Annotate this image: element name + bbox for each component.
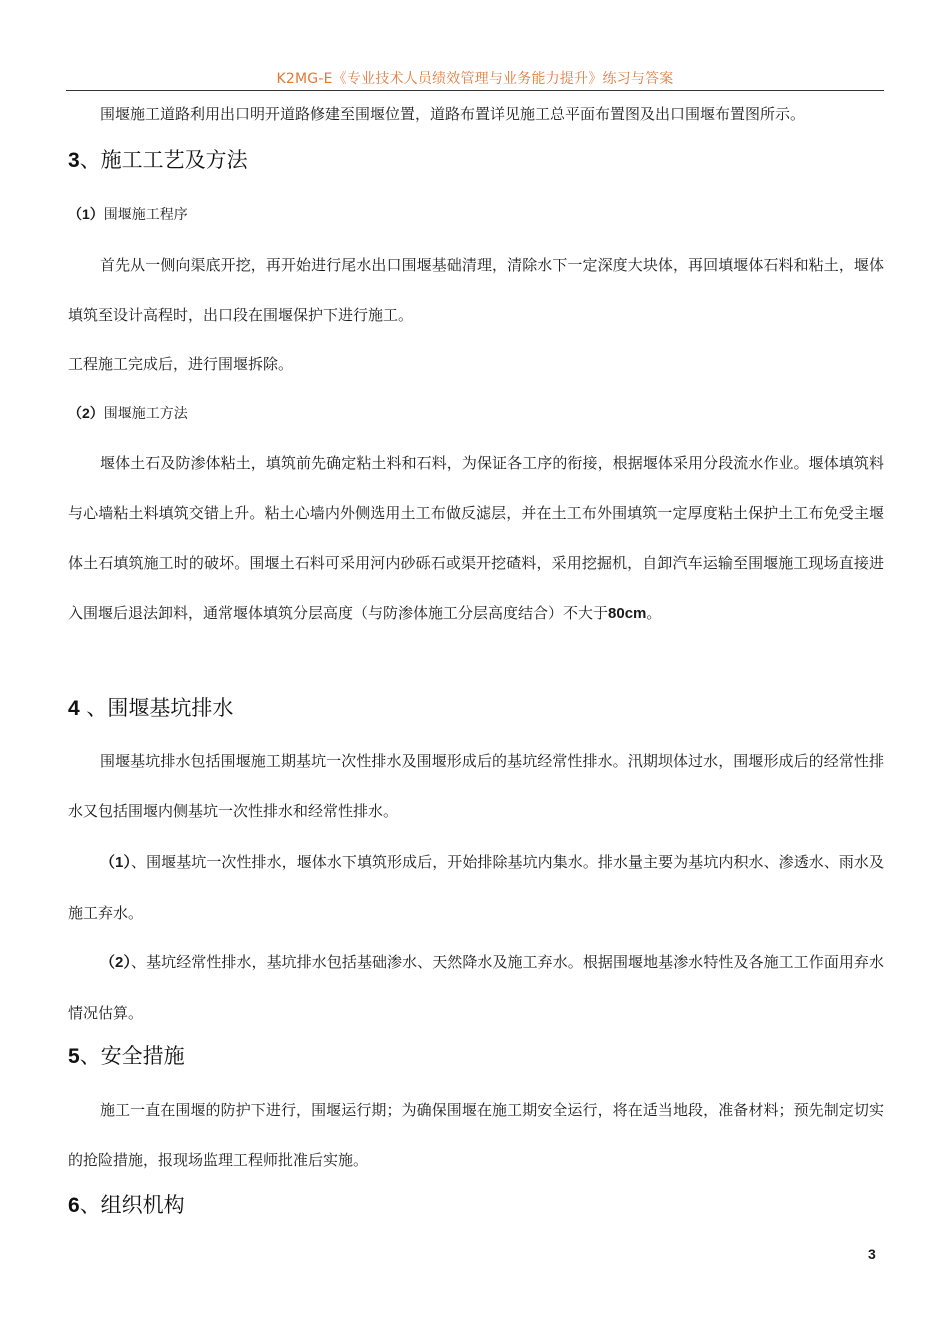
section-3-heading: [68, 145, 248, 176]
section-3-paragraph-1: 首先从一侧向渠底开挖，再开始进行尾水出口围堰基础清理，清除水下一定深度大块体，再回填堰体石料和粘土，堰体填筑至设计高程时，出口段在围堰保护下进行施工。: [68, 256, 884, 324]
section-4-title: 、围堰基坑排水: [79, 696, 234, 720]
sub-1-number: （1）: [68, 206, 104, 222]
item-2-number: （2）: [100, 954, 132, 971]
section-4-paragraph-1: 围堰基坑排水包括围堰施工期基坑一次性排水及围堰形成后的基坑经常性排水。汛期坝体过水，围堰形成后的经常性排水又包括围堰内侧基坑一次性排水和经常性排水。: [68, 752, 884, 820]
item-2-text: 、基坑经常性排水，基坑排水包括基础渗水、天然降水及施工弃水。根据围堰地基渗水特性及各施工工作面用弃水情况估算。: [68, 953, 884, 1022]
section-4-heading: [68, 693, 233, 724]
section-3-paragraph-2: 工程施工完成后，进行围堰拆除。: [68, 355, 294, 373]
paragraph-3-value: 80cm: [608, 605, 647, 622]
section-4-number: 4: [68, 697, 80, 720]
section-5-paragraph-1: 施工一直在围堰的防护下进行，围堰运行期；为确保围堰在施工期安全运行，将在适当地段，准备材料；预先制定切实的抢险措施，报现场监理工程师批准后实施。: [68, 1101, 884, 1169]
paragraph-3-text: 堰体土石及防渗体粘土，填筑前先确定粘土料和石料，为保证各工序的衔接，根据堰体采用分段流水作业。堰体填筑料与心墙粘土料填筑交错上升。粘土心墙内外侧选用土工布做反滤层，并在土工布外围填筑一定厚度粘土保护土工布免受主堰体土石填筑施工时的破坏。围堰土石料可采用河内砂砾石或渠开挖碴料，采用挖掘机，自卸汽车运输至围堰施工现场直接进入围堰后退法卸料，通常堰体填筑分层高度（与防渗体施工分层高度结合）不大于: [68, 454, 884, 622]
page-number: 3: [868, 1246, 876, 1262]
item-1-text: 、围堰基坑一次性排水，堰体水下填筑形成后，开始排除基坑内集水。排水量主要为基坑内积水、渗透水、雨水及施工弃水。: [68, 853, 884, 922]
intro-paragraph: 围堰施工道路利用出口明开道路修建至围堰位置，道路布置详见施工总平面布置图及出口围堰布置图所示。: [100, 105, 806, 123]
section-3-number: 3: [68, 149, 80, 172]
sub-1-title: 围堰施工程序: [103, 207, 188, 223]
section-5-number: 5: [68, 1045, 80, 1068]
sub-2-title: 围堰施工方法: [103, 406, 188, 422]
section-3-sub-2: [68, 388, 884, 439]
paragraph-3-end: 。: [646, 604, 662, 622]
section-6-heading: [68, 1190, 185, 1221]
section-6-title: 、组织机构: [79, 1193, 185, 1217]
page-header: K2MG-E《专业技术人员绩效管理与业务能力提升》练习与答案: [276, 71, 674, 87]
section-4-item-1: [68, 837, 884, 938]
section-5-heading: [68, 1041, 185, 1072]
section-4-item-2: [68, 937, 884, 1038]
section-3-paragraph-3: [68, 438, 884, 639]
section-6-number: 6: [68, 1194, 80, 1217]
item-1-number: （1）: [100, 854, 132, 871]
section-5-title: 、安全措施: [79, 1044, 185, 1068]
section-3-sub-1: [68, 189, 884, 240]
sub-2-number: （2）: [68, 405, 104, 421]
section-3-title: 、施工工艺及方法: [79, 148, 248, 172]
